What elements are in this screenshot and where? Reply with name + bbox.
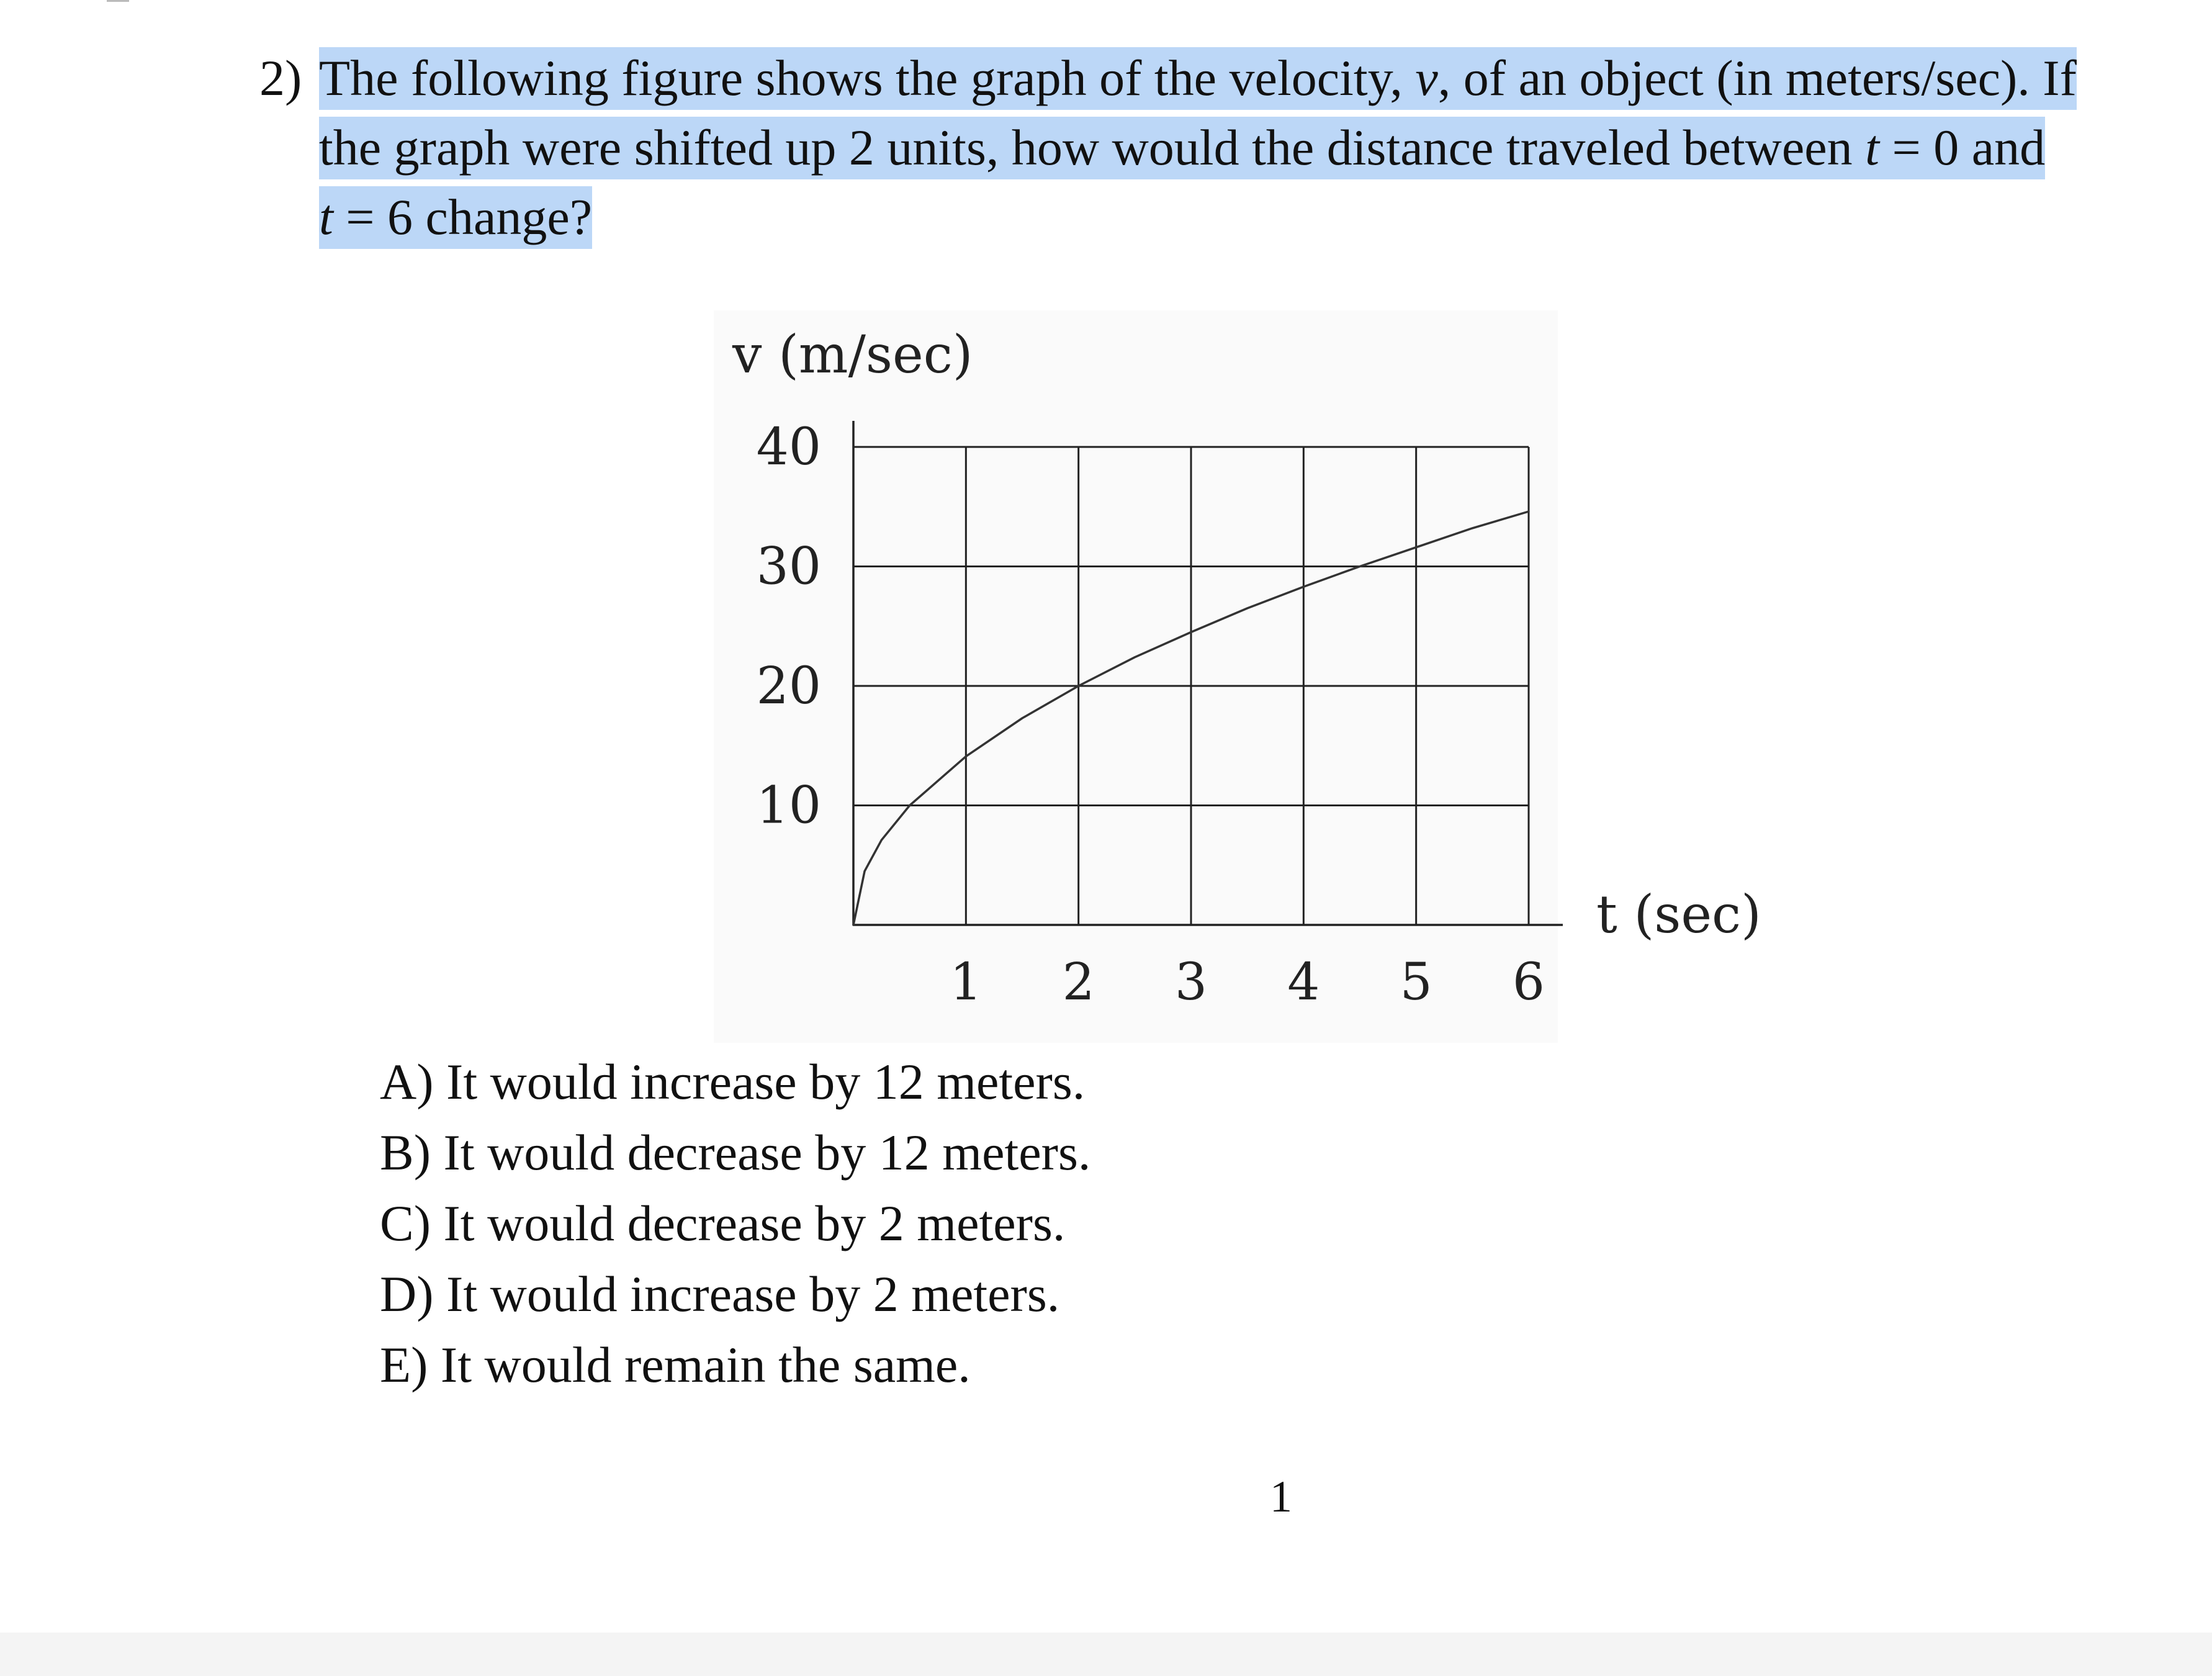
x-tick-label-5: 5 bbox=[1400, 953, 1432, 1012]
choice-b[interactable]: B) It would decrease by 12 meters. bbox=[380, 1124, 1091, 1181]
y-tick-label-10: 10 bbox=[756, 776, 821, 836]
page-number: 1 bbox=[1270, 1472, 1292, 1521]
x-axis-label: t (sec) bbox=[1596, 884, 1761, 945]
velocity-figure bbox=[714, 310, 1831, 1043]
choice-d[interactable]: D) It would increase by 2 meters. bbox=[380, 1266, 1060, 1322]
time-variable: t bbox=[1865, 119, 1879, 176]
x-tick-label-4: 4 bbox=[1287, 953, 1320, 1012]
question-number: 2) bbox=[259, 50, 302, 106]
figure-background bbox=[714, 310, 1558, 1043]
question-line-1-rest: , of an object (in meters/sec). If bbox=[1437, 50, 2077, 106]
question-line-2-text: the graph were shifted up 2 units, how would the distance traveled between bbox=[319, 119, 1853, 176]
bottom-bar bbox=[0, 1633, 2212, 1676]
choice-c[interactable]: C) It would decrease by 2 meters. bbox=[380, 1195, 1066, 1251]
choice-e[interactable]: E) It would remain the same. bbox=[380, 1336, 971, 1393]
question-line-1-text: The following figure shows the graph of the velocity, bbox=[319, 50, 1403, 106]
question-line-2-eq: = 0 and bbox=[1879, 119, 2046, 176]
y-axis-label: v (m/sec) bbox=[732, 324, 973, 385]
velocity-chart bbox=[714, 310, 1831, 1043]
x-tick-label-2: 2 bbox=[1062, 953, 1095, 1012]
corner-mark bbox=[107, 0, 129, 2]
velocity-variable: v bbox=[1415, 50, 1438, 106]
time-variable-2: t bbox=[319, 189, 333, 245]
x-tick-label-1: 1 bbox=[950, 953, 982, 1012]
choice-a[interactable]: A) It would increase by 12 meters. bbox=[380, 1053, 1086, 1110]
y-tick-label-40: 40 bbox=[756, 418, 821, 477]
x-tick-label-6: 6 bbox=[1512, 953, 1545, 1012]
y-tick-label-20: 20 bbox=[756, 657, 821, 716]
answer-choices bbox=[380, 1047, 1090, 1400]
question-line-1 bbox=[319, 43, 2175, 113]
x-tick-label-3: 3 bbox=[1174, 953, 1208, 1012]
question-line-2 bbox=[319, 113, 2175, 182]
question-text[interactable] bbox=[319, 43, 2175, 252]
question-line-3 bbox=[319, 182, 2175, 252]
question-line-3-rest: = 6 change? bbox=[333, 189, 593, 245]
y-tick-label-30: 30 bbox=[756, 537, 821, 597]
